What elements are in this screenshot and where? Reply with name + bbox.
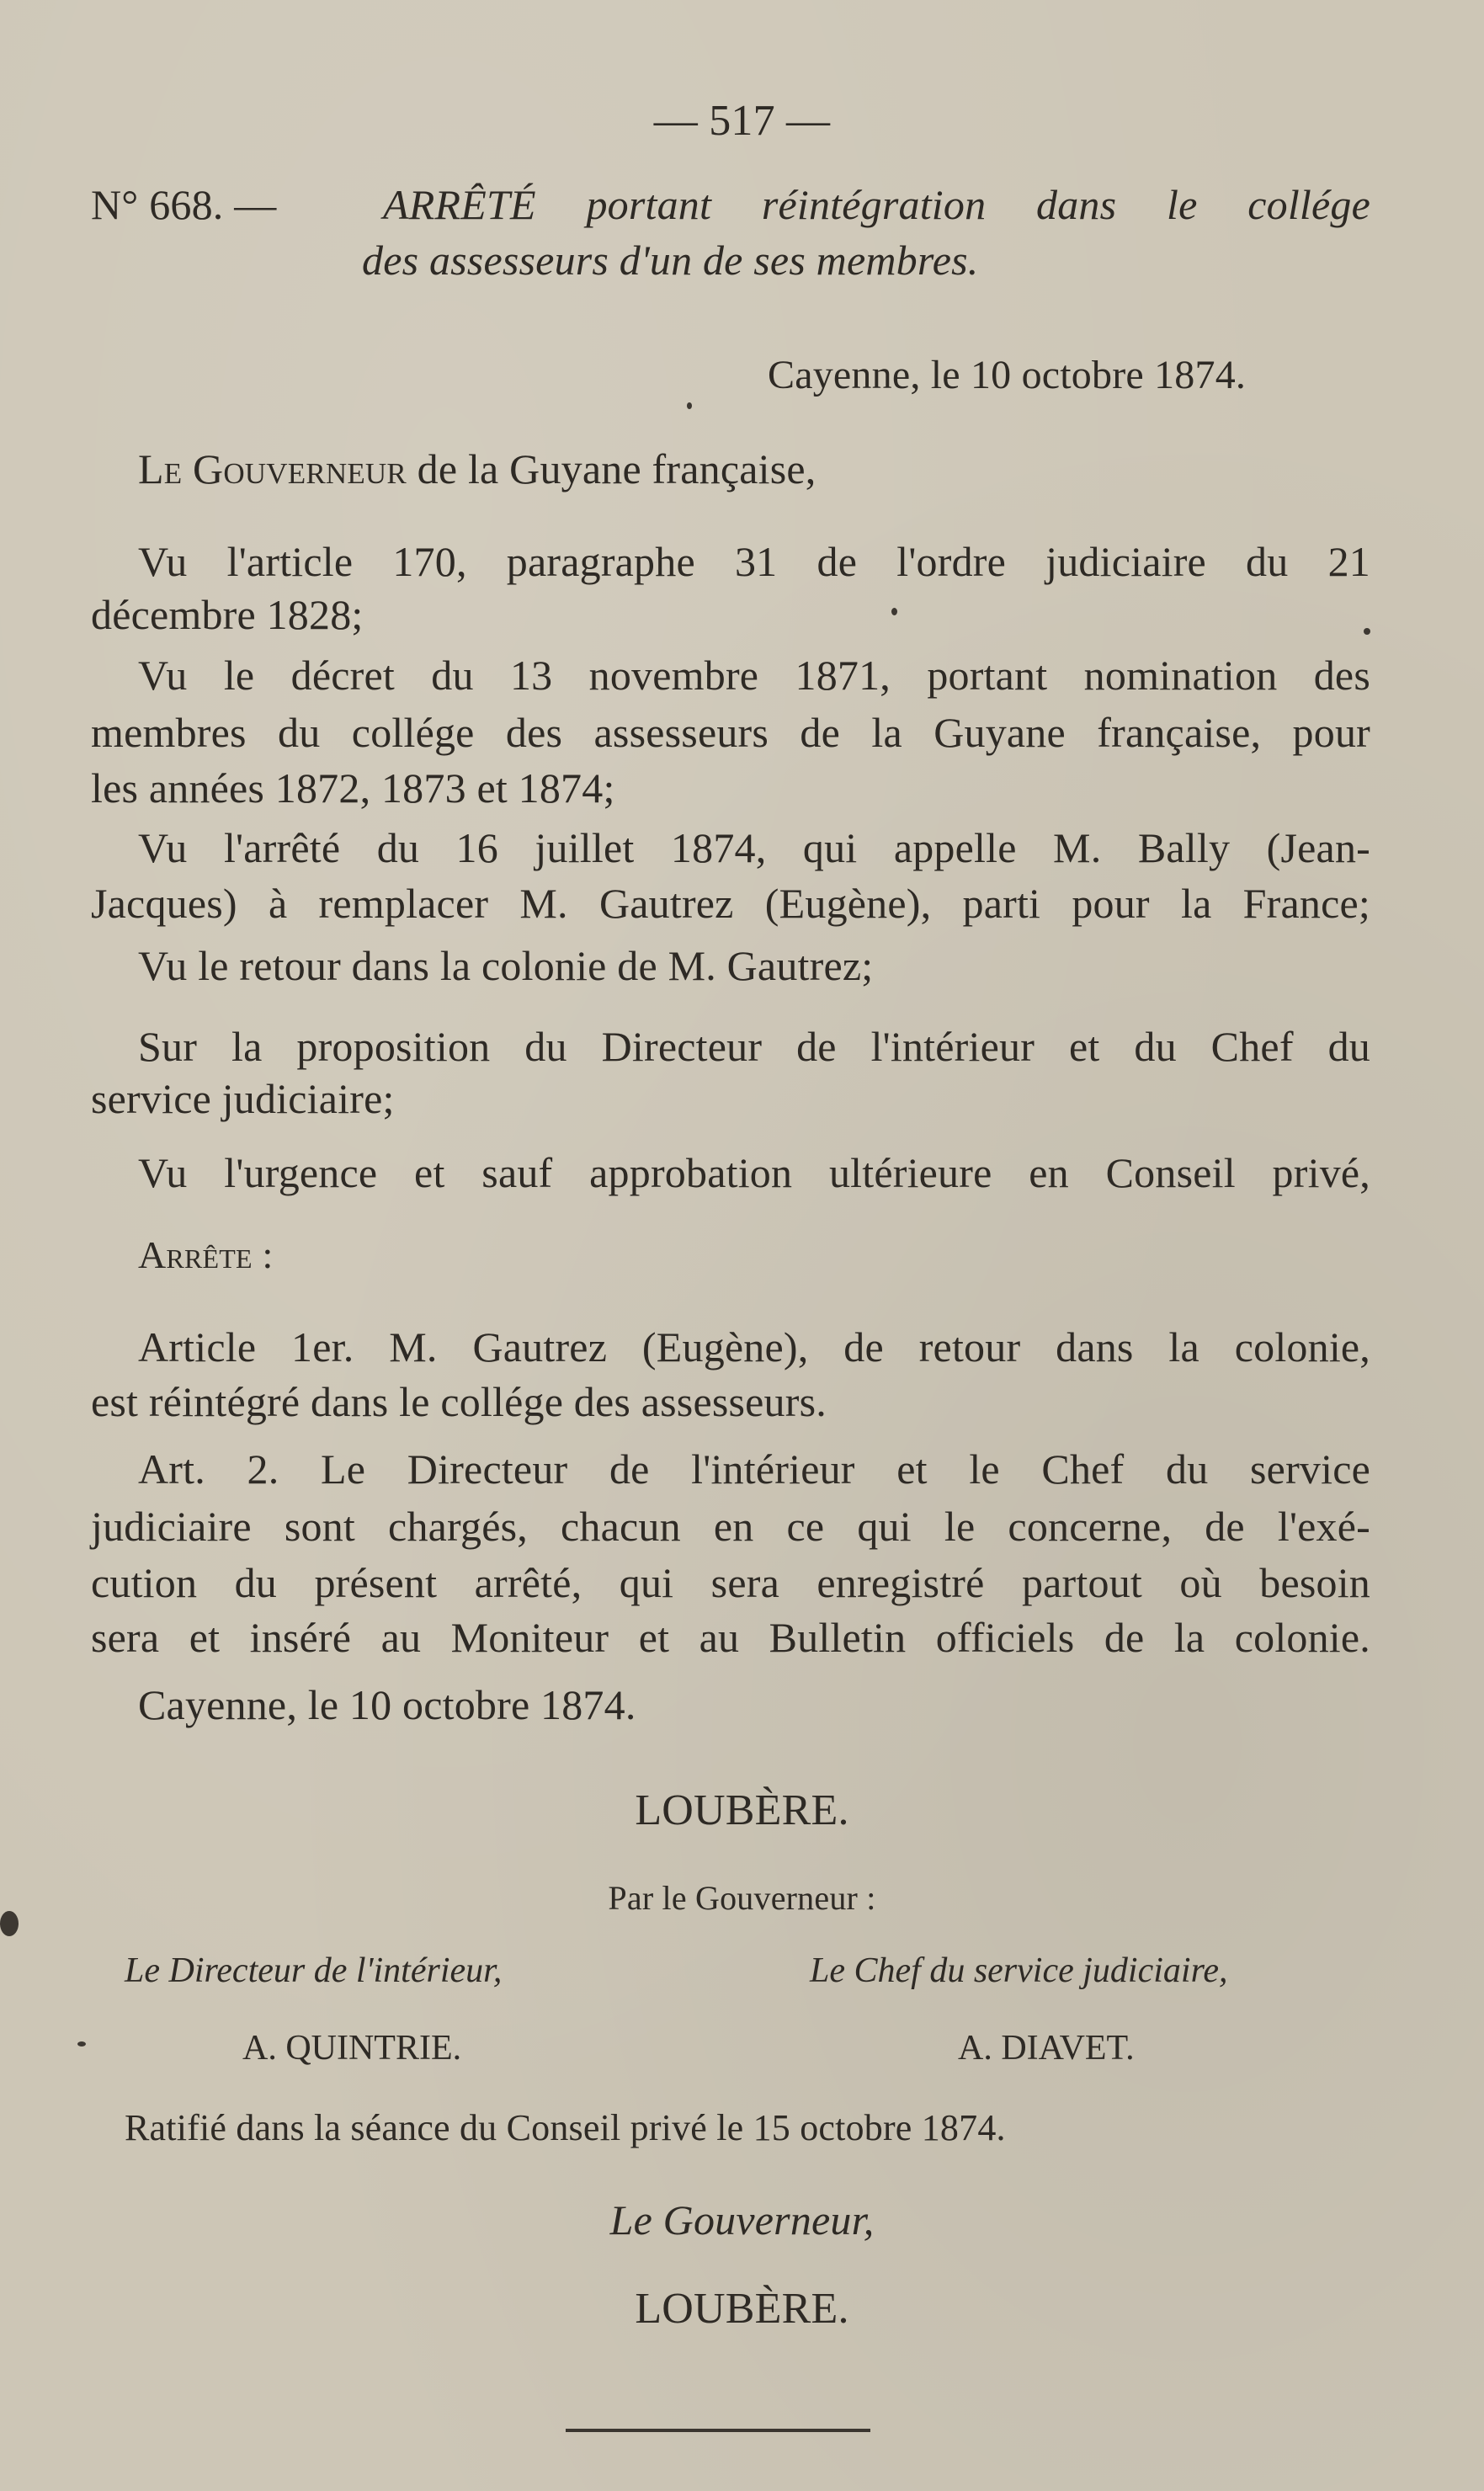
- para-3-line-1: Vu l'arrêté du 16 juillet 1874, qui appelle M. Bally (Jean-: [138, 824, 1370, 871]
- decree-title-line-2: des assesseurs d'un de ses membres.: [362, 237, 979, 284]
- decree-number: N° 668. —: [91, 181, 277, 228]
- chief-title: Le Chef du service judiciaire,: [810, 1951, 1228, 1990]
- final-signature: LOUBÈRE.: [635, 2285, 849, 2333]
- para-5-line-2: service judiciaire;: [91, 1075, 395, 1122]
- article-2-line-1: Art. 2. Le Directeur de l'intérieur et le Chef du service: [138, 1445, 1370, 1493]
- final-title: Le Gouverneur,: [609, 2196, 875, 2243]
- director-title: Le Directeur de l'intérieur,: [125, 1951, 503, 1990]
- place-date: Cayenne, le 10 octobre 1874.: [768, 353, 1247, 397]
- par-le-gouverneur: Par le Gouverneur :: [608, 1879, 876, 1917]
- para-2-line-3: les années 1872, 1873 et 1874;: [91, 764, 615, 812]
- ink-speck: [891, 608, 897, 615]
- article-2-line-4: sera et inséré au Moniteur et au Bulletin officiels de la colonie.: [91, 1614, 1370, 1661]
- para-1-line-2: décembre 1828;: [91, 591, 364, 638]
- page-number: — 517 —: [653, 97, 831, 145]
- preamble: [138, 445, 816, 492]
- ink-speck: [687, 402, 692, 409]
- arrete-label: Arrête :: [138, 1233, 274, 1276]
- article-1-line-2: est réintégré dans le collége des assesseurs.: [91, 1378, 827, 1425]
- ink-speck: [77, 2041, 86, 2047]
- closing-date: Cayenne, le 10 octobre 1874.: [138, 1681, 636, 1728]
- para-5-line-1: Sur la proposition du Directeur de l'intérieur et du Chef du: [138, 1023, 1370, 1070]
- para-2-line-1: Vu le décret du 13 novembre 1871, portant nomination des: [138, 652, 1370, 699]
- governor-title: Le Gouverneur: [138, 445, 407, 492]
- ink-speck: [1364, 628, 1370, 635]
- para-4-line-1: Vu le retour dans la colonie de M. Gautrez;: [138, 942, 874, 989]
- governor-rest: de la Guyane française,: [417, 445, 816, 492]
- para-3-line-2: Jacques) à remplacer M. Gautrez (Eugène), parti pour la France;: [91, 880, 1370, 927]
- para-2-line-2: membres du collége des assesseurs de la Guyane française, pour: [91, 709, 1370, 756]
- para-1-line-1: Vu l'article 170, paragraphe 31 de l'ordre judiciaire du 21: [138, 538, 1370, 585]
- article-2-line-2: judiciaire sont chargés, chacun en ce qui le concerne, de l'exé-: [91, 1503, 1370, 1550]
- ratification: Ratifié dans la séance du Conseil privé le 15 octobre 1874.: [125, 2107, 1006, 2148]
- closing-rule: [566, 2429, 870, 2432]
- signature: LOUBÈRE.: [635, 1786, 849, 1834]
- chief-name: A. DIAVET.: [958, 2029, 1135, 2068]
- para-6-line-1: Vu l'urgence et sauf approbation ultérieure en Conseil privé,: [138, 1149, 1370, 1196]
- ink-speck: [0, 1911, 19, 1936]
- director-name: A. QUINTRIE.: [242, 2029, 462, 2068]
- article-1-line-1: Article 1er. M. Gautrez (Eugène), de retour dans la colonie,: [138, 1323, 1370, 1371]
- decree-title-line-1: ARRÊTÉ portant réintégration dans le collége: [383, 181, 1370, 228]
- article-2-line-3: cution du présent arrêté, qui sera enregistré partout où besoin: [91, 1559, 1370, 1606]
